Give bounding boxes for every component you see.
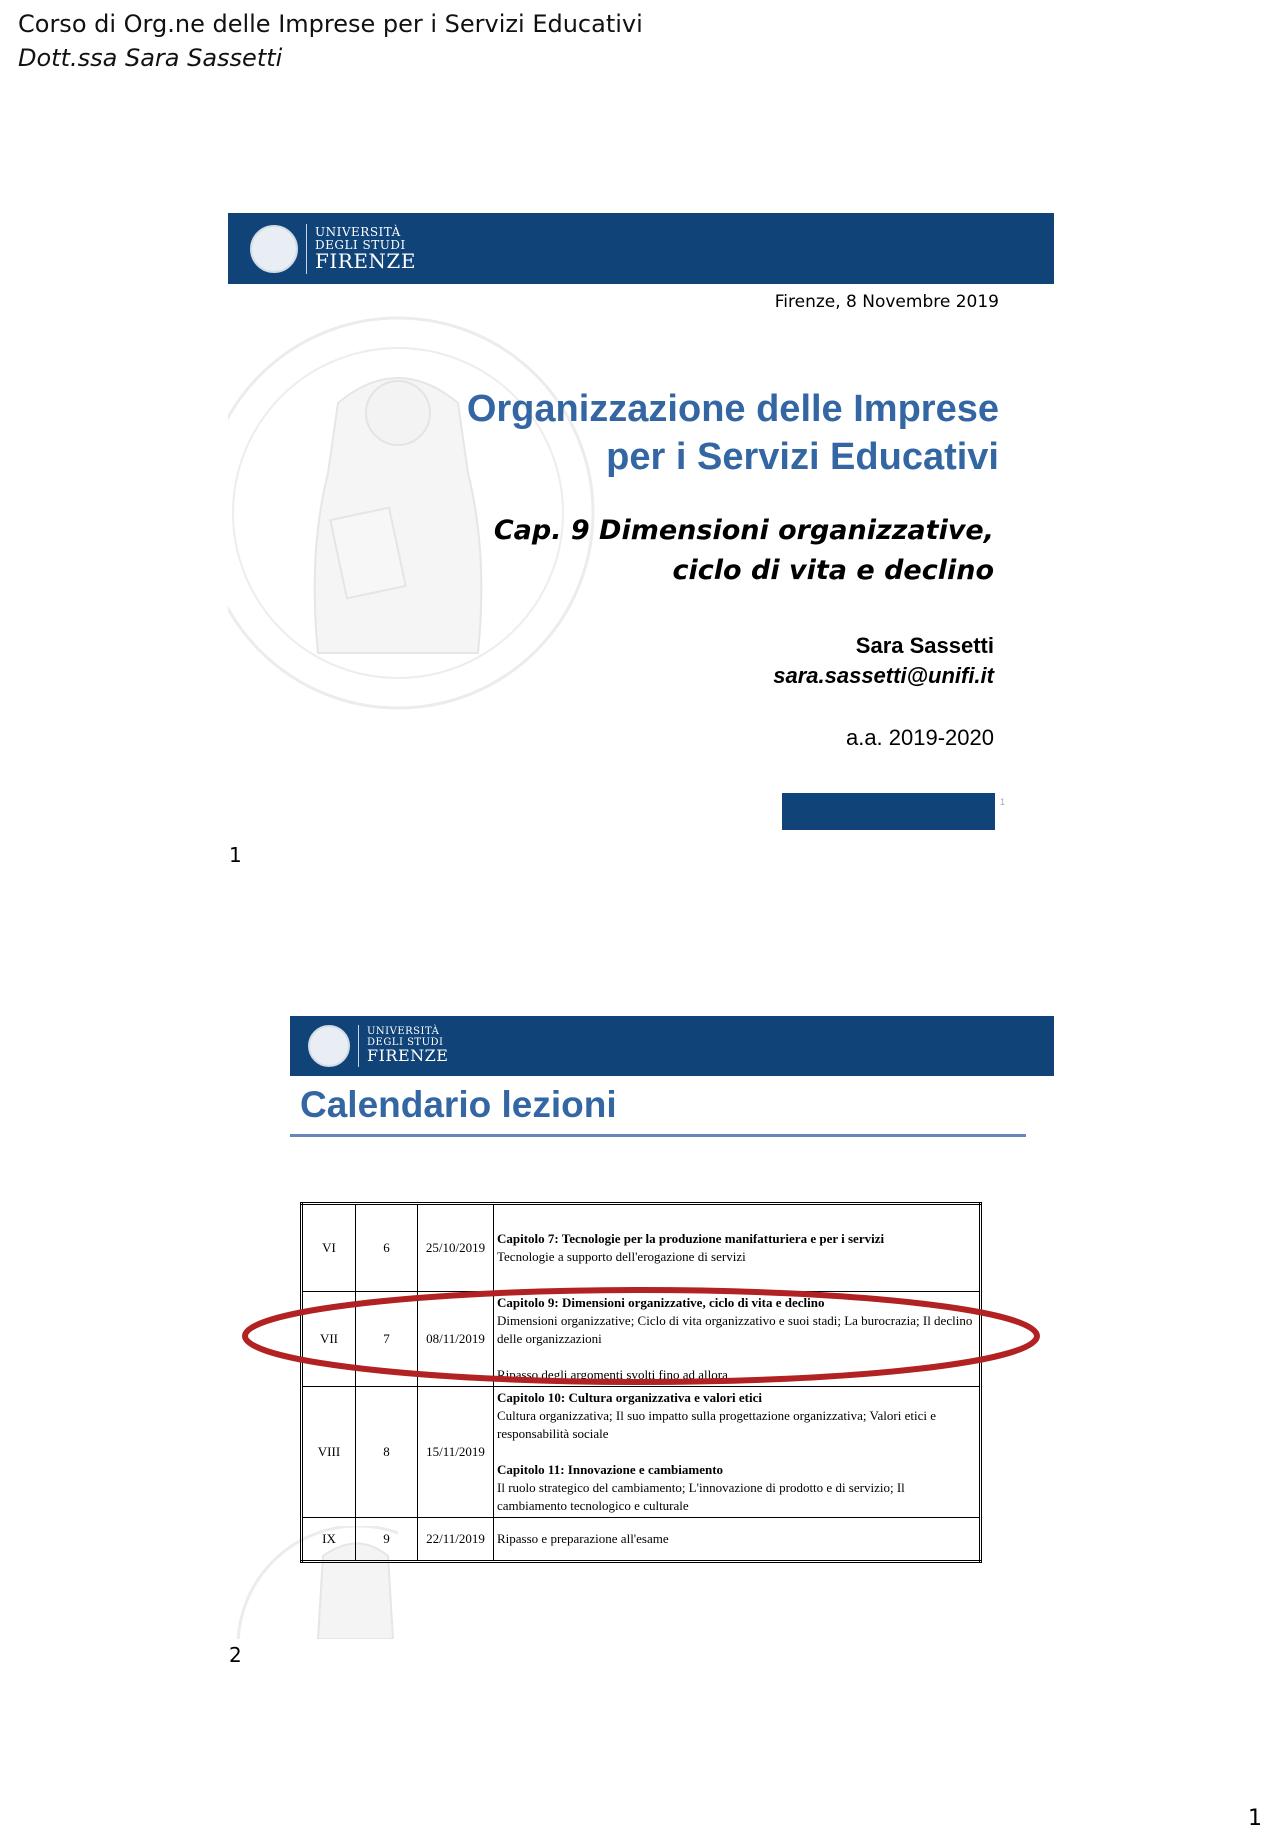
logo-small-line-3: FIRENZE bbox=[367, 1046, 449, 1066]
row-text-review: Ripasso degli argomenti svolti fino ad allora bbox=[497, 1367, 728, 1382]
slide-1-title-line-1: Organizzazione delle Imprese bbox=[466, 388, 999, 430]
row-number: 9 bbox=[356, 1518, 418, 1562]
row-date: 22/11/2019 bbox=[418, 1518, 494, 1562]
row-date: 08/11/2019 bbox=[418, 1292, 494, 1387]
slide-1-title bbox=[467, 385, 999, 481]
logo-line-3: FIRENZE bbox=[315, 249, 416, 274]
university-seal-icon bbox=[250, 225, 298, 273]
slide-1 bbox=[228, 213, 1054, 835]
logo-line-2: DEGLI STUDI bbox=[315, 237, 406, 252]
logo-line-1: UNIVERSITÀ bbox=[315, 224, 401, 239]
slide-1-academic-year: a.a. 2019-2020 bbox=[845, 725, 994, 750]
row-number: 8 bbox=[356, 1387, 418, 1518]
row-date: 25/10/2019 bbox=[418, 1204, 494, 1292]
row-text: Cultura organizzativa; Il suo impatto sulla progettazione organizzativa; Valori etici e responsabilità sociale bbox=[497, 1408, 936, 1441]
slide-1-author: Sara Sassetti bbox=[855, 633, 994, 658]
row-heading-2: Capitolo 11: Innovazione e cambiamento bbox=[497, 1462, 724, 1477]
row-text: Ripasso e preparazione all'esame bbox=[497, 1531, 669, 1546]
slide-1-subtitle-line-2: ciclo di vita e declino bbox=[672, 555, 994, 586]
slide-1-page-label: 1 bbox=[229, 843, 242, 867]
row-number: 7 bbox=[356, 1292, 418, 1387]
slide-1-subtitle-line-1: Cap. 9 Dimensioni organizzative, bbox=[493, 515, 994, 546]
logo-small-line-2: DEGLI STUDI bbox=[367, 1036, 444, 1048]
university-seal-icon-small bbox=[308, 1025, 350, 1067]
slide-1-email[interactable]: sara.sassetti@unifi.it bbox=[773, 663, 994, 688]
row-roman: VIII bbox=[302, 1387, 356, 1518]
row-heading: Capitolo 9: Dimensioni organizzative, ciclo di vita e declino bbox=[497, 1295, 825, 1310]
slide-2-title: Calendario lezioni bbox=[300, 1084, 617, 1125]
slide-1-footer-bar bbox=[782, 793, 995, 830]
slide-1-subtitle bbox=[494, 511, 994, 591]
row-text: Tecnologie a supporto dell'erogazione di servizi bbox=[497, 1249, 746, 1264]
lecturer-header: Dott.ssa Sara Sassetti bbox=[18, 44, 283, 72]
university-logo bbox=[250, 219, 416, 279]
slide-2 bbox=[228, 1016, 1054, 1639]
row-text: Dimensioni organizzative; Ciclo di vita organizzativo e suoi stadi; La burocrazia; Il declino delle organizzazioni bbox=[497, 1313, 973, 1346]
slide-1-date: Firenze, 8 Novembre 2019 bbox=[774, 292, 999, 312]
row-roman: VII bbox=[302, 1292, 356, 1387]
row-heading: Capitolo 7: Tecnologie per la produzione manifatturiera e per i servizi bbox=[497, 1231, 885, 1246]
slide-1-slide-number: 1 bbox=[1000, 797, 1006, 807]
slide-2-page-label: 2 bbox=[229, 1643, 242, 1667]
row-number: 6 bbox=[356, 1204, 418, 1292]
slide-1-title-line-2: per i Servizi Educativi bbox=[606, 436, 999, 478]
table-row bbox=[302, 1518, 981, 1562]
row-description bbox=[494, 1518, 981, 1562]
course-header: Corso di Org.ne delle Imprese per i Servizi Educativi bbox=[18, 10, 643, 38]
highlight-ellipse bbox=[228, 1276, 1054, 1396]
row-description bbox=[494, 1387, 981, 1518]
row-roman: VI bbox=[302, 1204, 356, 1292]
row-roman: IX bbox=[302, 1518, 356, 1562]
logo-small-line-1: UNIVERSITÀ bbox=[367, 1026, 440, 1038]
slide-2-title-underline bbox=[290, 1134, 1026, 1137]
page-number: 1 bbox=[1248, 1806, 1262, 1831]
row-date: 15/11/2019 bbox=[418, 1387, 494, 1518]
row-text-2: Il ruolo strategico del cambiamento; L'innovazione di prodotto e di servizio; Il cambiamento tecnologico e culturale bbox=[497, 1480, 905, 1513]
row-heading: Capitolo 10: Cultura organizzativa e valori etici bbox=[497, 1390, 763, 1405]
table-row bbox=[302, 1387, 981, 1518]
university-logo-small bbox=[308, 1021, 448, 1071]
